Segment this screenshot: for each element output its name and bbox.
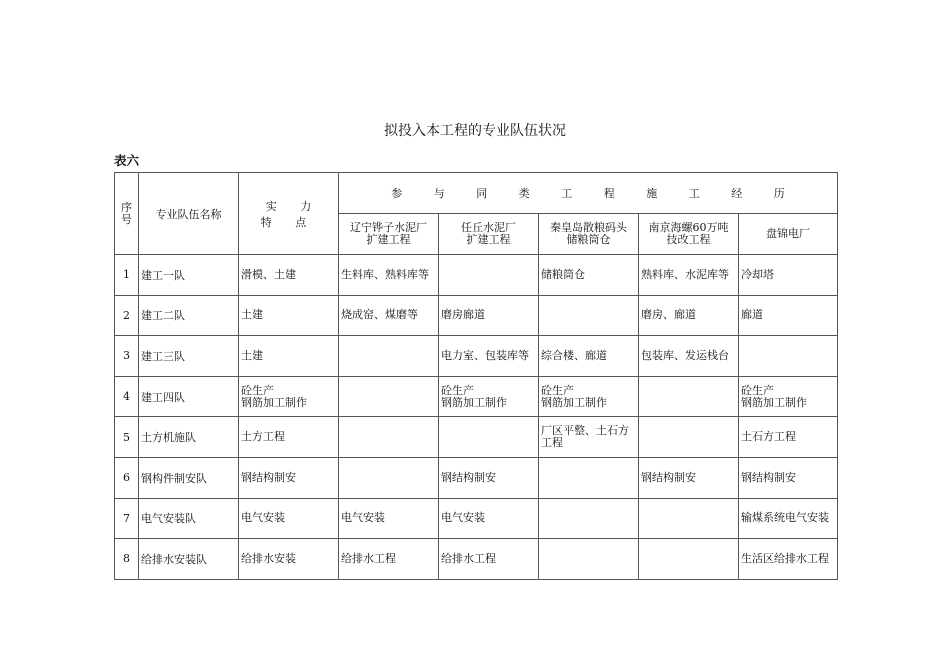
row-number: 4 [115, 376, 139, 417]
project-cell-p5 [739, 295, 838, 336]
project-cell-p2 [439, 539, 539, 580]
table-row [115, 457, 838, 498]
team-name-cell: 钢构件制安队 [139, 457, 239, 498]
cell-line: 电气安装 [341, 511, 385, 525]
header-experience: 参 与 同 类 工 程 施 工 经 历 [339, 173, 838, 214]
table-row [115, 336, 838, 377]
row-number: 6 [115, 457, 139, 498]
strength-cell [239, 457, 339, 498]
project-cell-p3 [539, 457, 639, 498]
cell-line: 综合楼、廊道 [541, 348, 607, 362]
project-cell-p3 [539, 255, 639, 296]
project-cell-p1 [339, 336, 439, 377]
cell-line: 输煤系统电气安装 [741, 511, 829, 525]
cell-line: 钢筋加工制作 [741, 395, 807, 409]
cell-line: 砼生产 [441, 383, 474, 397]
project-cell-p5 [739, 498, 838, 539]
cell-line: 土建 [241, 348, 263, 362]
project-cell-p5 [739, 417, 838, 458]
team-table [114, 172, 838, 580]
team-name-cell: 建工二队 [139, 295, 239, 336]
project-cell-p3 [539, 336, 639, 377]
team-name-cell: 建工四队 [139, 376, 239, 417]
cell-line: 钢结构制安 [641, 470, 696, 484]
cell-line: 土石方工程 [741, 430, 796, 444]
project-cell-p3 [539, 417, 639, 458]
project-cell-p3 [539, 295, 639, 336]
project-cell-p2 [439, 295, 539, 336]
row-number: 5 [115, 417, 139, 458]
cell-line: 钢结构制安 [741, 470, 796, 484]
project-cell-p2 [439, 255, 539, 296]
header-project-3 [539, 214, 639, 255]
project-cell-p4 [639, 336, 739, 377]
team-name-cell: 建工一队 [139, 255, 239, 296]
header-project-5-line1: 盘锦电厂 [766, 227, 811, 240]
header-seq [115, 173, 139, 255]
cell-line: 磨房、廊道 [641, 308, 696, 322]
cell-line: 给排水安装 [241, 551, 296, 565]
project-cell-p1 [339, 539, 439, 580]
header-project-4-line1: 南京海螺60万吨 [648, 221, 729, 234]
strength-cell [239, 255, 339, 296]
header-project-4 [639, 214, 739, 255]
project-cell-p2 [439, 417, 539, 458]
project-cell-p1 [339, 457, 439, 498]
project-cell-p5 [739, 255, 838, 296]
table-number: 表六 [114, 153, 140, 168]
table-row [115, 295, 838, 336]
table-row [115, 417, 838, 458]
row-number: 7 [115, 498, 139, 539]
cell-line: 土方工程 [241, 430, 285, 444]
header-project-2 [439, 214, 539, 255]
project-cell-p4 [639, 417, 739, 458]
cell-line: 电气安装 [241, 511, 285, 525]
project-cell-p4 [639, 498, 739, 539]
header-strength: 实 力 特 点 [239, 173, 339, 255]
project-cell-p3 [539, 376, 639, 417]
header-seq-line2: 号 [121, 212, 132, 226]
project-cell-p5 [739, 376, 838, 417]
project-cell-p2 [439, 376, 539, 417]
cell-line: 钢结构制安 [241, 470, 296, 484]
header-project-2-line1: 任丘水泥厂 [461, 221, 516, 234]
cell-line: 包装库、发运栈台 [641, 348, 729, 362]
project-cell-p4 [639, 255, 739, 296]
cell-line: 储粮筒仓 [541, 267, 585, 281]
cell-line: 钢筋加工制作 [241, 395, 307, 409]
header-team-name: 专业队伍名称 [139, 173, 239, 255]
strength-cell [239, 376, 339, 417]
header-project-1-line1: 辽宁铧子水泥厂 [350, 221, 427, 234]
cell-line: 厂区平整、土石方 [541, 424, 629, 438]
cell-line: 给排水工程 [441, 551, 496, 565]
page-title: 拟投入本工程的专业队伍状况 [384, 123, 566, 139]
cell-line: 土建 [241, 308, 263, 322]
team-name-cell: 给排水安装队 [139, 539, 239, 580]
header-project-5 [739, 214, 838, 255]
header-project-1 [339, 214, 439, 255]
project-cell-p2 [439, 457, 539, 498]
project-cell-p3 [539, 498, 639, 539]
project-cell-p4 [639, 295, 739, 336]
project-cell-p5 [739, 457, 838, 498]
team-name-cell: 土方机施队 [139, 417, 239, 458]
strength-cell [239, 336, 339, 377]
cell-line: 钢结构制安 [441, 470, 496, 484]
strength-cell [239, 417, 339, 458]
project-cell-p5 [739, 336, 838, 377]
table-row [115, 255, 838, 296]
project-cell-p1 [339, 417, 439, 458]
cell-line: 滑模、土建 [241, 267, 296, 281]
cell-line: 烧成窑、煤磨等 [341, 308, 418, 322]
strength-cell [239, 539, 339, 580]
cell-line: 砼生产 [541, 383, 574, 397]
project-cell-p5 [739, 539, 838, 580]
row-number: 8 [115, 539, 139, 580]
cell-line: 电气安装 [441, 511, 485, 525]
cell-line: 电力室、包装库等 [441, 348, 529, 362]
cell-line: 生活区给排水工程 [741, 551, 829, 565]
team-name-cell: 电气安装队 [139, 498, 239, 539]
team-name-cell: 建工三队 [139, 336, 239, 377]
header-seq-line1: 序 [121, 200, 132, 214]
project-cell-p1 [339, 376, 439, 417]
project-cell-p1 [339, 295, 439, 336]
table-row [115, 498, 838, 539]
header-project-2-line2: 扩建工程 [466, 233, 511, 246]
cell-line: 钢筋加工制作 [441, 395, 507, 409]
project-cell-p1 [339, 498, 439, 539]
cell-line: 生料库、熟料库等 [341, 267, 429, 281]
row-number: 2 [115, 295, 139, 336]
strength-cell [239, 498, 339, 539]
cell-line: 廊道 [741, 308, 763, 322]
project-cell-p2 [439, 498, 539, 539]
strength-cell [239, 295, 339, 336]
project-cell-p4 [639, 539, 739, 580]
cell-line: 磨房廊道 [441, 308, 485, 322]
cell-line: 熟料库、水泥库等 [641, 267, 729, 281]
cell-line: 冷却塔 [741, 267, 774, 281]
cell-line: 砼生产 [241, 383, 274, 397]
header-project-1-line2: 扩建工程 [366, 233, 411, 246]
header-row [115, 173, 838, 214]
project-cell-p2 [439, 336, 539, 377]
project-cell-p3 [539, 539, 639, 580]
table-row [115, 376, 838, 417]
table-row [115, 539, 838, 580]
header-project-3-line2: 储粮筒仓 [566, 233, 611, 246]
cell-line: 给排水工程 [341, 551, 396, 565]
project-cell-p4 [639, 457, 739, 498]
header-project-4-line2: 技改工程 [666, 233, 711, 246]
row-number: 3 [115, 336, 139, 377]
project-cell-p4 [639, 376, 739, 417]
cell-line: 钢筋加工制作 [541, 395, 607, 409]
row-number: 1 [115, 255, 139, 296]
cell-line: 工程 [541, 436, 563, 450]
header-project-3-line1: 秦皇岛散粮码头 [550, 221, 627, 234]
cell-line: 砼生产 [741, 383, 774, 397]
project-cell-p1 [339, 255, 439, 296]
